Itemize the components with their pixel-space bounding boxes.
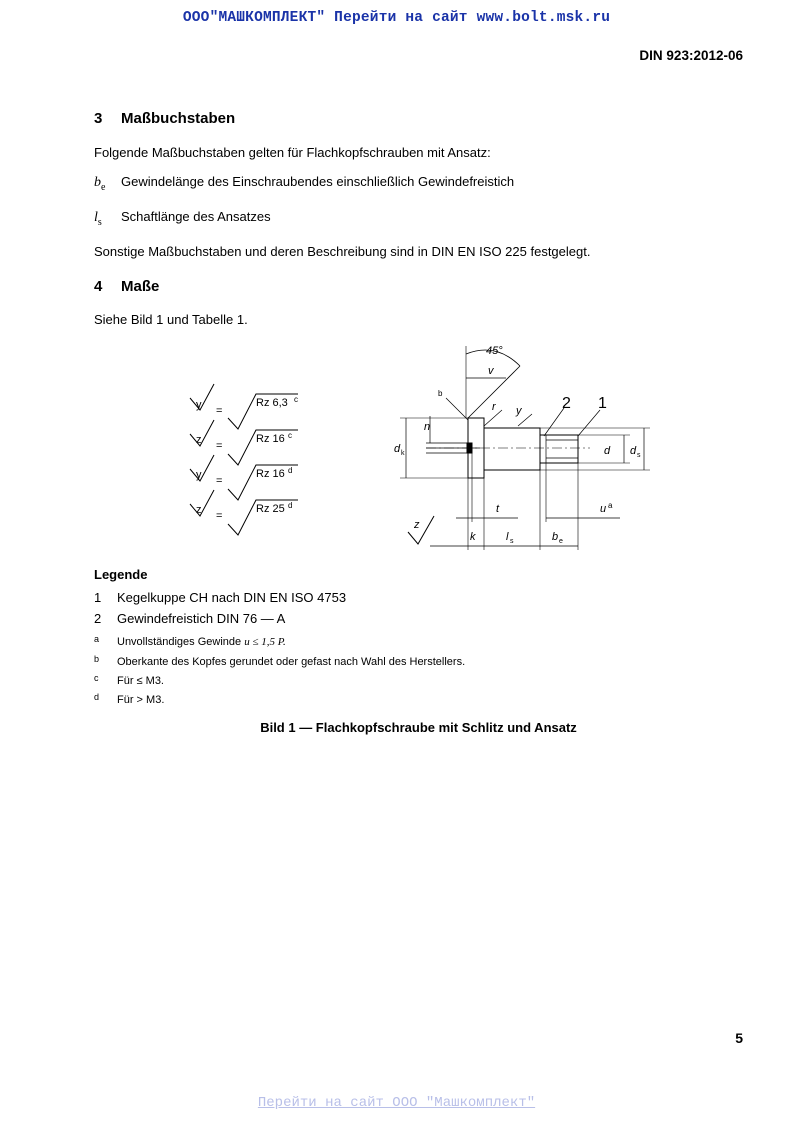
section-title: Maße bbox=[121, 278, 160, 295]
definition-symbol: $b_e$ bbox=[94, 175, 106, 193]
svg-text:1: 1 bbox=[598, 395, 607, 412]
section-number: 3 bbox=[94, 110, 103, 127]
definition-be bbox=[94, 174, 514, 193]
page-number: 5 bbox=[735, 1030, 743, 1046]
svg-text:Rz 25: Rz 25 bbox=[256, 503, 285, 515]
footnote-c: c Für ≤ M3. bbox=[94, 673, 164, 687]
svg-text:z: z bbox=[196, 504, 202, 516]
svg-text:=: = bbox=[216, 405, 223, 417]
footer-link[interactable]: Перейти на сайт ООО "Машкомплект" bbox=[257, 1095, 536, 1111]
svg-text:Rz 16: Rz 16 bbox=[256, 433, 285, 445]
definition-text: Gewindelänge des Einschraubendes einschließlich Gewindefreistich bbox=[121, 174, 515, 189]
definition-symbol: $l_s$ bbox=[94, 210, 102, 228]
definition-ls bbox=[94, 209, 271, 228]
svg-text:a: a bbox=[608, 501, 613, 510]
svg-text:c: c bbox=[288, 431, 292, 440]
svg-text:z: z bbox=[196, 434, 202, 446]
section-4-heading bbox=[94, 278, 159, 295]
svg-text:k: k bbox=[401, 450, 405, 457]
svg-text:t: t bbox=[496, 503, 500, 515]
svg-text:2: 2 bbox=[562, 395, 571, 412]
screw-drawing bbox=[180, 336, 660, 556]
svg-text:d: d bbox=[394, 443, 401, 455]
legend-title: Legende bbox=[94, 567, 148, 582]
svg-text:y: y bbox=[196, 469, 202, 481]
footnote-d: d Für > M3. bbox=[94, 692, 165, 706]
svg-text:r: r bbox=[492, 401, 496, 413]
svg-text:d: d bbox=[630, 445, 637, 457]
legend-item: 1 Kegelkuppe CH nach DIN EN ISO 4753 bbox=[94, 590, 347, 605]
svg-text:v: v bbox=[488, 365, 494, 377]
section-4-intro: Siehe Bild 1 und Tabelle 1. bbox=[94, 312, 248, 327]
svg-text:l: l bbox=[506, 531, 509, 543]
svg-text:d: d bbox=[288, 466, 293, 475]
svg-text:c: c bbox=[294, 395, 298, 404]
svg-text:e: e bbox=[559, 538, 563, 545]
footnote-a: a Unvollständiges Gewinde u ≤ 1,5 P. bbox=[94, 634, 286, 648]
svg-text:y: y bbox=[516, 405, 522, 417]
svg-text:n: n bbox=[424, 421, 431, 433]
figure-caption: Bild 1 — Flachkopfschraube mit Schlitz und Ansatz bbox=[260, 720, 577, 735]
section-3-heading bbox=[94, 110, 235, 127]
definition-text: Schaftlänge des Ansatzes bbox=[121, 209, 271, 224]
screw-shank bbox=[484, 428, 540, 470]
svg-text:=: = bbox=[216, 510, 223, 522]
section-title: Maßbuchstaben bbox=[121, 110, 236, 127]
svg-text:y: y bbox=[196, 399, 202, 411]
svg-text:s: s bbox=[637, 452, 641, 459]
svg-text:d: d bbox=[604, 445, 611, 457]
site-banner[interactable]: ООО"МАШКОМПЛЕКТ" Перейти на сайт www.bolt.msk.ru bbox=[182, 10, 611, 26]
svg-text:u: u bbox=[600, 503, 607, 515]
svg-text:k: k bbox=[470, 531, 476, 543]
document-id: DIN 923:2012-06 bbox=[639, 48, 743, 63]
svg-text:z: z bbox=[414, 519, 420, 531]
svg-text:b: b bbox=[438, 389, 443, 398]
svg-text:Rz 16: Rz 16 bbox=[256, 468, 285, 480]
section-number: 4 bbox=[94, 278, 103, 295]
svg-text:b: b bbox=[552, 531, 559, 543]
section-3-intro: Folgende Maßbuchstaben gelten für Flachkopfschrauben mit Ansatz: bbox=[94, 145, 491, 160]
svg-text:=: = bbox=[216, 440, 223, 452]
svg-text:=: = bbox=[216, 475, 223, 487]
svg-text:Rz 6,3: Rz 6,3 bbox=[256, 397, 288, 409]
svg-text:s: s bbox=[510, 538, 514, 545]
svg-text:45°: 45° bbox=[486, 345, 503, 357]
section-3-outro: Sonstige Maßbuchstaben und deren Beschreibung sind in DIN EN ISO 225 festgelegt. bbox=[94, 244, 591, 259]
footnote-b: b Oberkante des Kopfes gerundet oder gefast nach Wahl des Herstellers. bbox=[94, 654, 466, 668]
svg-text:d: d bbox=[288, 501, 293, 510]
legend-item: 2 Gewindefreistich DIN 76 — A bbox=[94, 611, 286, 626]
